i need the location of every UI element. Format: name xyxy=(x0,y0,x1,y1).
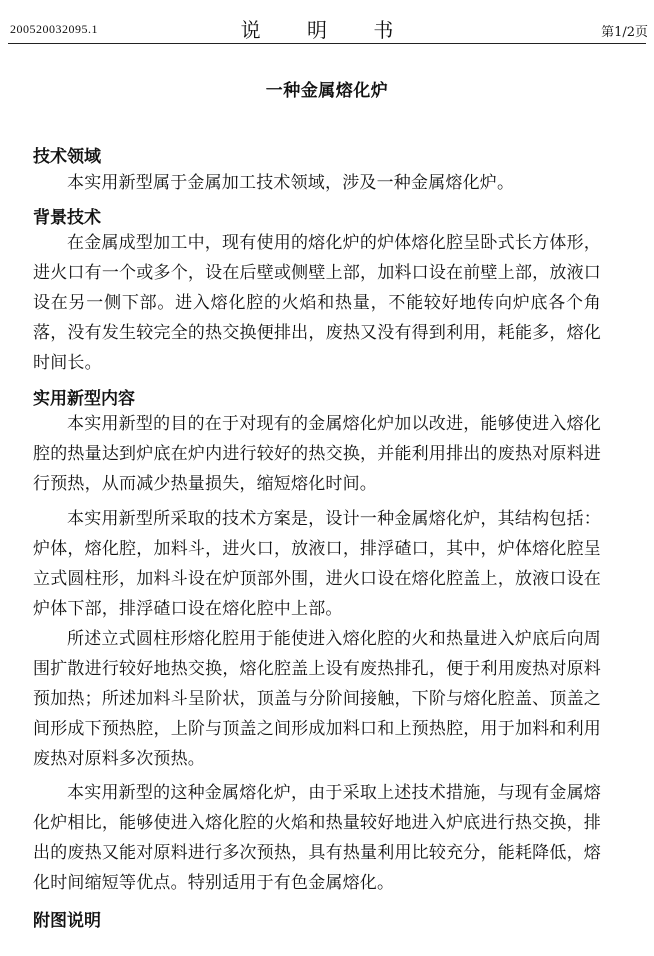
paragraph-tech-field: 本实用新型属于金属加工技术领域，涉及一种金属熔化炉。 xyxy=(67,173,515,193)
section-heading-content: 实用新型内容 xyxy=(33,389,135,409)
application-number: 200520032095.1 xyxy=(10,22,98,36)
paragraph-background: 在金属成型加工中，现有使用的熔化炉的炉体熔化腔呈卧式长方体形，进火口有一个或多个，设在后壁或侧壁上部，加料口设在前壁上部，放液口设在另一侧下部。进入熔化腔的火焰和热量，不能较好地传向炉底各个角落，没有发生较完全的热交换便排出，废热又没有得到利用，耗能多，熔化时间长。 xyxy=(33,233,601,373)
paragraph-content-1: 本实用新型的目的在于对现有的金属熔化炉加以改进，能够使进入熔化腔的热量达到炉底在炉内进行较好的热交换，并能利用排出的废热对原料进行预热，从而减少热量损失，缩短熔化时间。 xyxy=(33,414,601,494)
section-heading-figures: 附图说明 xyxy=(33,911,101,931)
page-number: 第1/2页 xyxy=(601,25,648,40)
document-type: 说 明 书 xyxy=(240,18,414,42)
paragraph-content-3: 所述立式圆柱形熔化腔用于能使进入熔化腔的火和热量进入炉底后向周围扩散进行较好地热交换，熔化腔盖上设有废热排孔，便于利用废热对原料预加热；所述加料斗呈阶状，顶盖与分阶间接触，下阶与熔化腔盖、顶盖之间形成下预热腔，上阶与顶盖之间形成加料口和上预热腔，用于加料和利用废热对原料多次预热。 xyxy=(33,629,601,769)
header-rule xyxy=(8,43,646,44)
paragraph-content-2: 本实用新型所采取的技术方案是，设计一种金属熔化炉，其结构包括：炉体，熔化腔，加料斗，进火口，放液口，排浮碴口，其中，炉体熔化腔呈立式圆柱形，加料斗设在炉顶部外围，进火口设在熔化腔盖上，放液口设在炉体下部，排浮碴口设在熔化腔中上部。 xyxy=(33,509,601,619)
document-title: 一种金属熔化炉 xyxy=(265,81,389,101)
paragraph-content-4: 本实用新型的这种金属熔化炉，由于采取上述技术措施，与现有金属熔化炉相比，能够使进入熔化腔的火焰和热量较好地进入炉底进行热交换，排出的废热又能对原料进行多次预热，具有热量利用比较充分，能耗降低，熔化时间缩短等优点。特别适用于有色金属熔化。 xyxy=(33,783,601,893)
section-heading-tech-field: 技术领域 xyxy=(33,147,101,167)
section-heading-background: 背景技术 xyxy=(33,208,101,228)
